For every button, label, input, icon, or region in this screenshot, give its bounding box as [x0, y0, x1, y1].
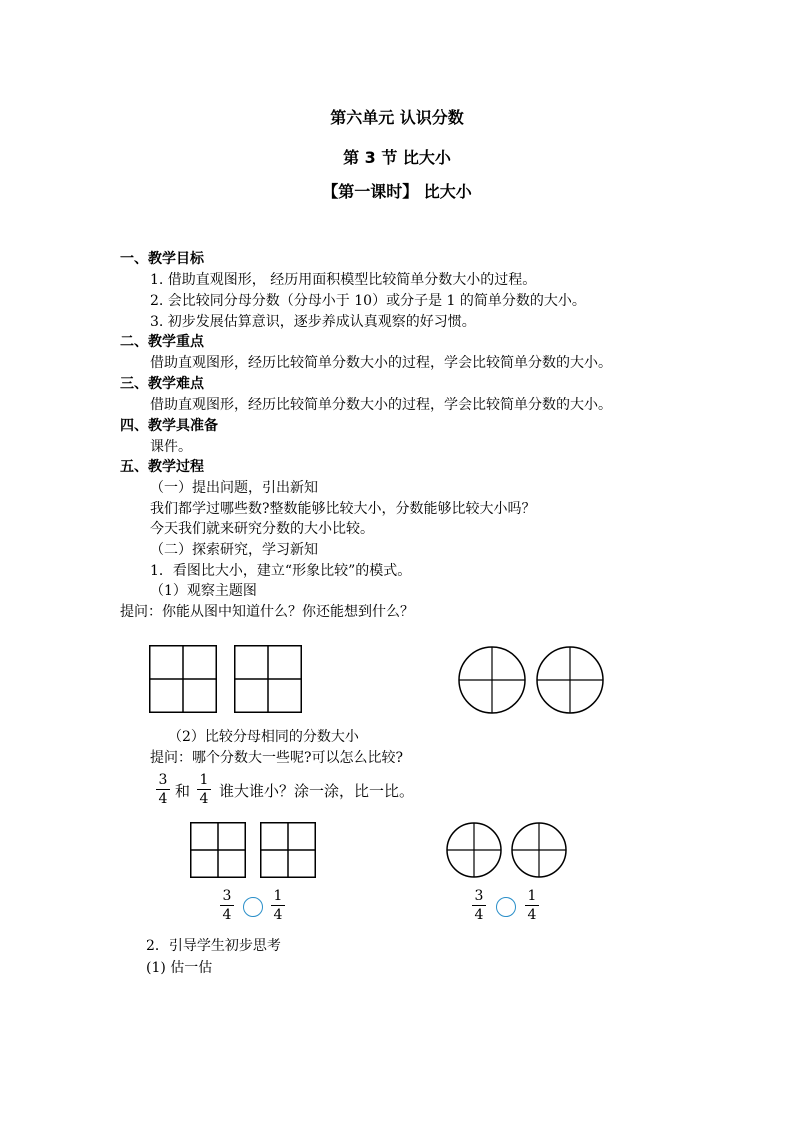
- process-line-9: 提问：哪个分数大一些呢?可以怎么比较?: [150, 750, 404, 766]
- process-line-10: 谁大谁小？涂一涂，比一比。: [219, 782, 415, 800]
- compare-left-fraction-one-quarter: [269, 888, 287, 923]
- fraction-numerator: 1: [273, 888, 283, 904]
- fraction-denominator: 4: [222, 907, 232, 923]
- section-heading-materials: 四、教学具准备: [120, 418, 218, 434]
- fraction-numerator: 3: [158, 772, 168, 788]
- square-quarters-figure-3: [190, 822, 246, 878]
- compare-left-fraction-three-quarters: [218, 888, 236, 923]
- fraction-bar: [271, 905, 285, 906]
- goal-item-2: 2. 会比较同分母分数（分母小于 10）或分子是 1 的简单分数的大小。: [150, 293, 586, 309]
- fraction-three-quarters: [154, 772, 172, 807]
- circle-quarters-figure-3: [446, 822, 502, 878]
- fraction-bar: [525, 905, 539, 906]
- process-line-6: （1）观察主题图: [150, 583, 257, 599]
- fraction-denominator: 4: [273, 907, 283, 923]
- key-points-text: 借助直观图形，经历比较简单分数大小的过程，学会比较简单分数的大小。: [150, 355, 612, 371]
- section-heading-goals: 一、教学目标: [120, 251, 204, 267]
- compare-right-fraction-three-quarters: [470, 888, 488, 923]
- comparison-answer-circle[interactable]: [496, 897, 516, 917]
- process-line-8: （2）比较分母相同的分数大小: [168, 729, 359, 745]
- process-line-3: 今天我们就来研究分数的大小比较。: [150, 521, 374, 537]
- fraction-one-quarter: [195, 772, 213, 807]
- section-heading-key-points: 二、教学重点: [120, 334, 204, 350]
- fraction-bar: [156, 789, 170, 790]
- fraction-denominator: 4: [158, 791, 168, 807]
- square-quarters-figure-4: [260, 822, 316, 878]
- fraction-denominator: 4: [474, 907, 484, 923]
- process-line-1: （一）提出问题，引出新知: [150, 480, 318, 496]
- fraction-denominator: 4: [199, 791, 209, 807]
- fraction-numerator: 1: [527, 888, 537, 904]
- process-line-7: 提问：你能从图中知道什么？你还能想到什么？: [120, 604, 414, 620]
- fraction-numerator: 3: [474, 888, 484, 904]
- materials-text: 课件。: [150, 439, 192, 455]
- process-line-4: （二）探索研究，学习新知: [150, 542, 318, 558]
- fraction-bar: [472, 905, 486, 906]
- process-line-2: 我们都学过哪些数?整数能够比较大小，分数能够比较大小吗？: [150, 501, 536, 517]
- process-line-5: 1．看图比大小，建立“形象比较”的模式。: [150, 563, 412, 579]
- fraction-denominator: 4: [527, 907, 537, 923]
- circle-quarters-figure-2: [536, 646, 604, 714]
- square-quarters-figure-2: [234, 645, 302, 713]
- unit-title: 第六单元 认识分数: [330, 108, 464, 127]
- compare-right-fraction-one-quarter: [523, 888, 541, 923]
- process-line-12: (1) 估一估: [146, 960, 213, 976]
- fraction-bar: [220, 905, 234, 906]
- process-line-11: 2．引导学生初步思考: [146, 938, 281, 954]
- comparison-answer-circle[interactable]: [243, 897, 263, 917]
- square-quarters-figure-1: [149, 645, 217, 713]
- section-title: 第 3 节 比大小: [343, 148, 451, 167]
- difficulties-text: 借助直观图形，经历比较简单分数大小的过程，学会比较简单分数的大小。: [150, 397, 612, 413]
- lesson-title: 【第一课时】 比大小: [322, 182, 472, 201]
- fraction-bar: [197, 789, 211, 790]
- fraction-connector: 和: [175, 782, 191, 800]
- section-heading-process: 五、教学过程: [120, 459, 204, 475]
- goal-item-1: 1. 借助直观图形， 经历用面积模型比较简单分数大小的过程。: [150, 272, 537, 288]
- fraction-numerator: 1: [199, 772, 209, 788]
- goal-item-3: 3. 初步发展估算意识，逐步养成认真观察的好习惯。: [150, 314, 476, 330]
- circle-quarters-figure-4: [511, 822, 567, 878]
- fraction-numerator: 3: [222, 888, 232, 904]
- section-heading-difficulties: 三、教学难点: [120, 376, 204, 392]
- circle-quarters-figure-1: [458, 646, 526, 714]
